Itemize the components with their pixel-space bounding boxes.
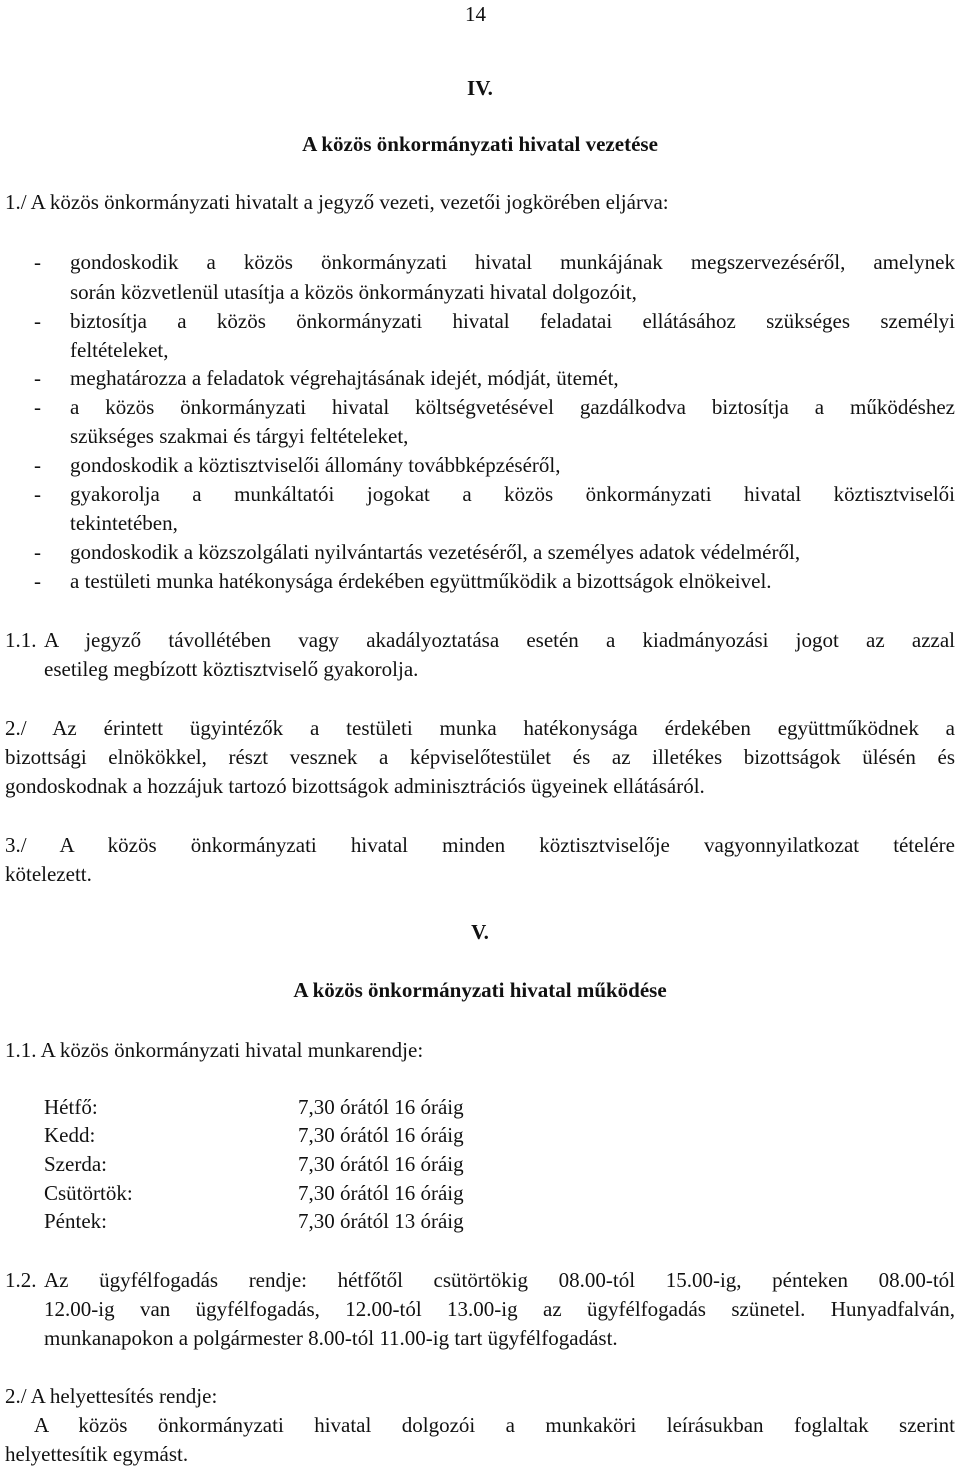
section-4-intro: 1./ A közös önkormányzati hivatalt a jegyző vezeti, vezetői jogkörében eljárva: [5,190,669,214]
dash-marker: - [34,453,41,477]
list-item-continuation: során közvetlenül utasítja a közös önkormányzati hivatal dolgozóit, [70,280,637,304]
paragraph-1-1-line: esetileg megbízott köztisztviselő gyakorolja. [44,657,419,681]
substitution-heading: 2./ A helyettesítés rendje: [5,1384,218,1408]
list-item-continuation: tekintetében, [70,511,178,535]
list-item: biztosítja a közös önkormányzati hivatal feladatai ellátásához szükséges személyi [70,309,955,333]
list-item: gyakorolja a munkáltatói jogokat a közös önkormányzati hivatal köztisztviselői [70,482,955,506]
schedule-day: Péntek: [44,1209,107,1233]
paragraph-2-line: bizottsági elnökökkel, részt vesznek a képviselőtestület és az illetékes bizottságok ülésén és [5,745,955,769]
paragraph-1-2-line: munkanapokon a polgármester 8.00-tól 11.00-ig tart ügyfélfogadást. [44,1326,618,1350]
list-item: gondoskodik a közös önkormányzati hivatal munkájának megszervezéséről, amelynek [70,250,955,274]
paragraph-1-2-number: 1.2. [5,1268,37,1292]
schedule-day: Szerda: [44,1152,107,1176]
schedule-hours: 7,30 órától 13 óráig [298,1209,464,1233]
paragraph-1-1-number: 1.1. [5,628,37,652]
list-item: a testületi munka hatékonysága érdekében együttműködik a bizottságok elnökeivel. [70,569,772,593]
schedule-hours: 7,30 órától 16 óráig [298,1181,464,1205]
dash-marker: - [34,250,41,274]
dash-marker: - [34,540,41,564]
schedule-day: Kedd: [44,1123,96,1147]
schedule-hours: 7,30 órától 16 óráig [298,1152,464,1176]
schedule-hours: 7,30 órától 16 óráig [298,1123,464,1147]
dash-marker: - [34,569,41,593]
dash-marker: - [34,395,41,419]
schedule-day: Hétfő: [44,1095,98,1119]
section-4-title: A közös önkormányzati hivatal vezetése [302,132,658,156]
paragraph-1-2-line: 12.00-ig van ügyfélfogadás, 12.00-tól 13.00-ig az ügyfélfogadás szünetel. Hunyadfalván, [44,1297,955,1321]
work-schedule-heading: 1.1. A közös önkormányzati hivatal munkarendje: [5,1038,424,1062]
substitution-line: A közös önkormányzati hivatal dolgozói a munkaköri leírásukban foglaltak szerint [34,1413,955,1437]
list-item-continuation: szükséges szakmai és tárgyi feltételeket, [70,424,409,448]
dash-marker: - [34,482,41,506]
paragraph-3-line: kötelezett. [5,862,92,886]
list-item: gondoskodik a közszolgálati nyilvántartás vezetéséről, a személyes adatok védelméről, [70,540,801,564]
paragraph-2-line: 2./ Az érintett ügyintézők a testületi munka hatékonysága érdekében együttműködnek a [5,716,955,740]
list-item: a közös önkormányzati hivatal költségvetésével gazdálkodva biztosítja a működéshez [70,395,955,419]
substitution-line: helyettesítik egymást. [5,1442,189,1466]
dash-marker: - [34,366,41,390]
section-4-numeral: IV. [467,76,493,100]
paragraph-3-line: 3./ A közös önkormányzati hivatal minden köztisztviselője vagyonnyilatkozat tételére [5,833,955,857]
paragraph-1-2-line: Az ügyfélfogadás rendje: hétfőtől csütörtökig 08.00-tól 15.00-ig, pénteken 08.00-tól [44,1268,955,1292]
list-item: meghatározza a feladatok végrehajtásának idejét, módját, ütemét, [70,366,619,390]
list-item: gondoskodik a köztisztviselői állomány továbbképzéséről, [70,453,561,477]
paragraph-2-line: gondoskodnak a hozzájuk tartozó bizottságok adminisztrációs ügyeinek ellátásáról. [5,774,705,798]
schedule-day: Csütörtök: [44,1181,133,1205]
section-5-title: A közös önkormányzati hivatal működése [293,978,667,1002]
paragraph-1-1-line: A jegyző távollétében vagy akadályoztatása esetén a kiadmányozási jogot az azzal [44,628,955,652]
dash-marker: - [34,309,41,333]
page-number: 14 [465,2,486,26]
section-5-numeral: V. [471,920,489,944]
schedule-hours: 7,30 órától 16 óráig [298,1095,464,1119]
list-item-continuation: feltételeket, [70,338,169,362]
